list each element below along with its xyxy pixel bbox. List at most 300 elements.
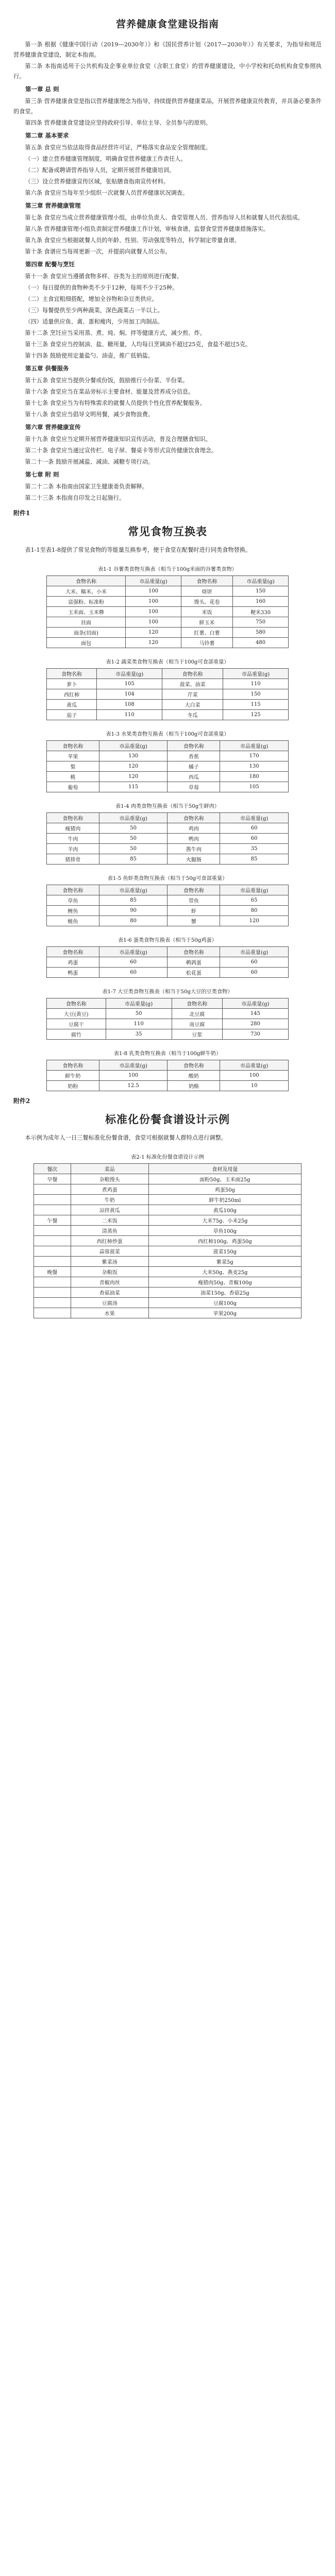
- table-cell: 104: [97, 689, 162, 700]
- table-header-row: [47, 998, 289, 1009]
- table-cell: 米饭: [181, 607, 232, 617]
- table-header-cell: 食物名称: [162, 669, 223, 679]
- table-cell: 50: [106, 1009, 172, 1019]
- table-cell: 60: [220, 823, 289, 834]
- exchange-table-wrap: [13, 565, 322, 648]
- table-cell: 120: [99, 761, 167, 772]
- table-cell: [34, 1226, 71, 1236]
- table-cell: 挂面: [47, 617, 126, 628]
- table-cell: 145: [222, 1009, 288, 1019]
- chapter-paragraph: 第二十三条 本指南自印发之日起施行。: [25, 495, 125, 501]
- table-header-cell: 食物名称: [167, 1060, 220, 1071]
- chapter-title: 第三章 营养健康管理: [25, 202, 81, 209]
- chapter-paragraph: （一）每日提供的食物种类不少于12种，每周不少于25种。: [25, 284, 178, 291]
- table-row: [47, 1081, 289, 1091]
- table-row: [47, 834, 289, 844]
- table-cell: 凉拌黄瓜: [71, 1205, 148, 1215]
- table-cell: 草鱼100g: [148, 1226, 301, 1236]
- chapter-paragraph: 第十四条 鼓励使用定量盐勺、油壶，推广低钠盐。: [25, 352, 154, 359]
- table-cell: 香菇油菜: [71, 1287, 148, 1298]
- table-cell: 100: [126, 617, 181, 628]
- table-cell: [34, 1236, 71, 1246]
- table-cell: 粳米330: [233, 607, 289, 617]
- table-row: [34, 1308, 301, 1318]
- table-cell: 腐竹: [47, 1029, 106, 1040]
- table-cell: 大米75g、小米25g: [148, 1215, 301, 1226]
- chapter-paragraph: 第二十一条 鼓励开展减盐、减油、减糖专项行动。: [25, 459, 154, 465]
- table-header-cell: 市品重量(g): [220, 1060, 289, 1071]
- table-header-cell: 食物名称: [47, 741, 99, 751]
- table-cell: 120: [126, 628, 181, 638]
- table-cell: 280: [222, 1019, 288, 1029]
- table-row: [34, 1205, 301, 1215]
- chapter-title: 第五章 供餐服务: [25, 365, 69, 372]
- table-cell: 鸡蛋: [47, 957, 99, 968]
- annex-1-label: 附件1: [13, 510, 30, 517]
- table-cell: 紫菜汤: [71, 1257, 148, 1267]
- table-cell: 115: [99, 782, 167, 792]
- table-cell: 730: [222, 1029, 288, 1040]
- table-cell: 鲢鱼: [47, 916, 99, 926]
- table-cell: 鲜玉米: [181, 617, 232, 628]
- chapter-paragraph: 第二十二条 本指南由国家卫生健康委负责解释。: [25, 483, 148, 490]
- document-title: 营养健康食堂建设指南: [115, 19, 219, 30]
- chapter-section: [13, 469, 322, 503]
- table-cell: 鸡蛋50g: [148, 1184, 301, 1195]
- table-cell: 100: [99, 1071, 167, 1081]
- table-cell: 580: [233, 628, 289, 638]
- table-cell: 油菜150g、香菇25g: [148, 1287, 301, 1298]
- table-row: [47, 772, 289, 782]
- table-row: [47, 607, 289, 617]
- chapter-paragraph: 第十九条 食堂应当定期开展营养健康知识宣传活动，普及合理膳食知识。: [25, 436, 211, 443]
- exchange-table-title: 表1-5 鱼虾类食物互换表（相当于50g可食部重量）: [107, 876, 228, 882]
- chapter-paragraph: 第四条 营养健康食堂建设应坚持政府引导、单位主导、全员参与的原则。: [25, 120, 211, 126]
- table-cell: 480: [233, 638, 289, 648]
- table-row: [47, 1029, 289, 1040]
- table-cell: 苹果200g: [148, 1308, 301, 1318]
- table-header-cell: 市品重量(g): [99, 885, 167, 895]
- table-cell: 萝卜: [47, 679, 97, 689]
- table-row: [47, 597, 289, 607]
- table-row: [47, 916, 289, 926]
- table-header-cell: 食物名称: [172, 998, 222, 1009]
- exchange-table-title: 表1-8 乳类食物互换表（相当于100g鲜牛奶）: [113, 1051, 222, 1057]
- chapter-paragraph: 第十条 食谱应当每周更新一次，并提前向就餐人员公布。: [25, 248, 171, 255]
- table-cell: 鲜牛奶250ml: [148, 1195, 301, 1205]
- table-cell: 带鱼: [167, 895, 220, 906]
- chapter-paragraph: （二）配备或聘请营养指导人员，定期开展营养健康培训。: [25, 167, 175, 174]
- table-cell: 120: [220, 916, 289, 926]
- exchange-table-title: 表1-7 大豆类食物互换表（相当于50g大豆的豆类食物）: [102, 989, 233, 995]
- table-cell: 虾: [167, 906, 220, 916]
- annex-2-table-wrap: [13, 1153, 322, 1318]
- recipe-table: [34, 1163, 301, 1318]
- table-cell: 面粉50g、玉米面25g: [148, 1174, 301, 1184]
- table-cell: 110: [223, 679, 289, 689]
- table-cell: 35: [220, 844, 289, 854]
- table-header-cell: 市品重量(g): [99, 947, 167, 957]
- table-cell: 50: [99, 834, 167, 844]
- table-cell: 松花蛋: [167, 968, 220, 978]
- chapter-paragraph: （三）每餐提供至少两种蔬菜，深色蔬菜占一半以上。: [25, 307, 163, 314]
- chapter-paragraph: 第十二条 烹饪应当采用蒸、煮、炖、焖、拌等健康方式，减少煎、炸。: [25, 330, 206, 336]
- table-cell: 150: [233, 586, 289, 597]
- table-cell: 105: [97, 679, 162, 689]
- chapter-title: 第四章 配餐与烹饪: [25, 261, 75, 268]
- table-cell: 西红柿炒蛋: [71, 1236, 148, 1246]
- chapter-paragraph: 第九条 食堂应当根据就餐人员的年龄、性别、劳动强度等特点，科学制定带量食谱。: [25, 237, 240, 244]
- table-cell: 60: [220, 957, 289, 968]
- table-cell: 菠菜、油菜: [162, 679, 223, 689]
- table-cell: 草莓: [167, 782, 220, 792]
- table-cell: 梨: [47, 761, 99, 772]
- annex-1-title: 常见食物互换表: [128, 525, 207, 538]
- table-header-cell: 市品重量(g): [97, 669, 162, 679]
- chapter-paragraph: 第二十条 食堂应当通过宣传栏、电子屏、餐桌卡等形式宣传健康饮食理念。: [25, 447, 217, 454]
- chapter-section: [13, 422, 322, 467]
- annex-1-tables: [13, 565, 322, 1091]
- table-cell: 50: [99, 823, 167, 834]
- chapter-paragraph: 第六条 食堂应当每年至少组织一次就餐人员营养健康状况调查。: [25, 190, 189, 196]
- table-row: [47, 710, 289, 720]
- table-row: [47, 628, 289, 638]
- intro-paragraph-1: 第一条 根据《健康中国行动（2019—2030年）》和《国民营养计划（2017—2030年）》有关要求，为指导和规范营养健康食堂建设，制定本指南。: [13, 41, 322, 58]
- table-row: [34, 1277, 301, 1287]
- table-cell: 猪排骨: [47, 854, 99, 865]
- table-cell: 桃: [47, 772, 99, 782]
- annex-1-intro: 表1-1至表1-8提供了常见食物的等能量互换参考，便于食堂在配餐时进行同类食物替换。: [25, 547, 252, 553]
- annex-1: [13, 509, 322, 1091]
- table-cell: 110: [97, 710, 162, 720]
- exchange-table-title: 表1-3 水果类食物互换表（相当于100g可食部重量）: [106, 732, 229, 737]
- table-cell: 水果: [71, 1308, 148, 1318]
- table-row: [34, 1226, 301, 1236]
- table-cell: [34, 1257, 71, 1267]
- table-cell: 黄瓜100g: [148, 1205, 301, 1215]
- table-cell: [34, 1205, 71, 1215]
- exchange-table: [46, 1060, 289, 1091]
- table-cell: 80: [220, 906, 289, 916]
- exchange-table-title: 表1-1 谷薯类食物互换表（相当于100g米面的谷薯类食物）: [98, 567, 237, 572]
- table-header-cell: 食材及用量: [148, 1164, 301, 1174]
- table-cell: 100: [126, 607, 181, 617]
- chapter-section: [13, 259, 322, 361]
- table-cell: 鲤鱼: [47, 906, 99, 916]
- table-header-row: [47, 885, 289, 895]
- table-header-row: [47, 813, 289, 823]
- table-cell: 60: [220, 968, 289, 978]
- table-cell: 牛奶: [71, 1195, 148, 1205]
- table-header-row: [47, 741, 289, 751]
- table-cell: 香蕉: [167, 751, 220, 761]
- exchange-table-wrap: [13, 657, 322, 720]
- table-cell: 10: [220, 1081, 289, 1091]
- table-header-cell: 食物名称: [47, 947, 99, 957]
- table-cell: 鸭肉: [167, 834, 220, 844]
- annex-2: [13, 1096, 322, 1318]
- table-cell: 鹌鹑蛋: [167, 957, 220, 968]
- table-row: [47, 968, 289, 978]
- table-cell: 面条(切面): [47, 628, 126, 638]
- chapter-paragraph: 第十七条 食堂应当为有特殊需求的就餐人员提供个性化营养配餐服务。: [25, 400, 206, 406]
- table-cell: 南豆腐: [172, 1019, 222, 1029]
- table-cell: [34, 1277, 71, 1287]
- table-header-cell: 食物名称: [47, 576, 126, 586]
- annex-2-label: 附件2: [13, 1097, 30, 1105]
- table-row: [47, 761, 289, 772]
- table-row: [34, 1298, 301, 1308]
- table-header-cell: 市品重量(g): [223, 669, 289, 679]
- exchange-table-wrap: [13, 987, 322, 1040]
- table-cell: 早餐: [34, 1174, 71, 1184]
- table-row: [47, 689, 289, 700]
- table-row: [47, 638, 289, 648]
- annex-2-intro: 本示例为成年人一日三餐标准化份餐食谱，食堂可根据就餐人群特点进行调整。: [25, 1134, 227, 1141]
- chapter-paragraph: （四）适量供应鱼、禽、蛋和瘦肉，少用加工肉制品。: [25, 318, 163, 325]
- table-cell: 葡萄: [47, 782, 99, 792]
- chapter-section: [13, 363, 322, 420]
- table-cell: 西红柿: [47, 689, 97, 700]
- table-row: [47, 586, 289, 597]
- table-cell: 50: [99, 844, 167, 854]
- table-cell: 蟹: [167, 916, 220, 926]
- exchange-table-wrap: [13, 874, 322, 926]
- annex-2-table-title: 表2-1 标准化份餐食谱设计示例: [131, 1155, 204, 1160]
- chapter-title: 第七章 附 则: [25, 471, 59, 478]
- chapter-paragraph: 第三条 营养健康食堂是指以营养健康理念为指导，持续提供营养健康菜品，开展营养健康宣传教育，并具备必要条件的食堂。: [13, 98, 322, 115]
- table-cell: 玉米面、玉米糁: [47, 607, 126, 617]
- exchange-table-wrap: [13, 936, 322, 978]
- table-cell: 108: [97, 700, 162, 710]
- table-cell: [34, 1195, 71, 1205]
- table-header-row: [47, 576, 289, 586]
- chapter-paragraph: 第十五条 食堂应当提供分餐或份饭，鼓励推行小份菜、半份菜。: [25, 377, 189, 384]
- table-cell: [34, 1246, 71, 1257]
- table-cell: 100: [220, 1071, 289, 1081]
- exchange-table: [46, 885, 289, 926]
- table-cell: 130: [99, 751, 167, 761]
- table-row: [47, 957, 289, 968]
- annex-2-title: 标准化份餐食谱设计示例: [105, 1113, 230, 1126]
- table-cell: 100: [126, 597, 181, 607]
- table-row: [47, 679, 289, 689]
- table-cell: 豆腐汤: [71, 1298, 148, 1308]
- chapter-paragraph: 第十六条 食堂应当在菜品旁标示主要食材、能量及营养成分信息。: [25, 388, 194, 395]
- table-cell: 35: [106, 1029, 172, 1040]
- table-row: [34, 1287, 301, 1298]
- table-header-cell: 市品重量(g): [222, 998, 288, 1009]
- table-cell: 85: [99, 854, 167, 865]
- table-cell: 富强粉、标准粉: [47, 597, 126, 607]
- table-cell: 鲜牛奶: [47, 1071, 99, 1081]
- exchange-table-title: 表1-4 肉类食物互换表（相当于50g生鲜肉）: [115, 804, 220, 809]
- table-cell: 65: [220, 895, 289, 906]
- table-cell: 煮鸡蛋: [71, 1184, 148, 1195]
- table-cell: 火腿肠: [167, 854, 220, 865]
- table-cell: 烙饼: [181, 586, 232, 597]
- table-cell: 芹菜: [162, 689, 223, 700]
- table-header-row: [47, 669, 289, 679]
- table-cell: 紫菜5g: [148, 1257, 301, 1267]
- table-cell: 60: [99, 968, 167, 978]
- exchange-table: [46, 668, 289, 720]
- table-header-cell: 市品重量(g): [220, 741, 289, 751]
- table-cell: 苹果: [47, 751, 99, 761]
- table-cell: 奶酪: [167, 1081, 220, 1091]
- table-cell: 杂粮饭: [71, 1267, 148, 1277]
- table-cell: 豆腐100g: [148, 1298, 301, 1308]
- table-header-cell: 市品重量(g): [233, 576, 289, 586]
- table-cell: 150: [223, 689, 289, 700]
- table-cell: 橘子: [167, 761, 220, 772]
- table-row: [47, 1009, 289, 1019]
- exchange-table: [46, 812, 289, 865]
- table-row: [34, 1246, 301, 1257]
- table-row: [34, 1184, 301, 1195]
- table-header-cell: 市品重量(g): [99, 1060, 167, 1071]
- table-cell: 大米50g、燕麦25g: [148, 1267, 301, 1277]
- intro-paragraph-2: 第二条 本指南适用于公共机构及企事业单位食堂（含职工食堂）的营养健康建设，中小学校和托幼机构食堂参照执行。: [13, 63, 322, 80]
- chapter-title: 第一章 总 则: [25, 86, 59, 93]
- exchange-table-title: 表1-2 蔬菜类食物互换表（相当于100g可食部重量）: [106, 659, 229, 665]
- table-cell: 12.5: [99, 1081, 167, 1091]
- table-cell: 酸奶: [167, 1071, 220, 1081]
- table-row: [47, 617, 289, 628]
- table-cell: 750: [233, 617, 289, 628]
- table-cell: 牛肉: [47, 834, 99, 844]
- chapter-paragraph: （二）主食宜粗细搭配，增加全谷物和杂豆类供应。: [25, 296, 158, 302]
- table-row: [47, 895, 289, 906]
- table-cell: [34, 1184, 71, 1195]
- table-header-cell: 市品重量(g): [220, 885, 289, 895]
- table-cell: 西瓜: [167, 772, 220, 782]
- table-row: [34, 1236, 301, 1246]
- table-cell: 豆腐干: [47, 1019, 106, 1029]
- table-cell: 60: [220, 834, 289, 844]
- table-cell: 瘦猪肉50g、青椒100g: [148, 1277, 301, 1287]
- table-cell: 85: [220, 854, 289, 865]
- table-header-cell: 食物名称: [181, 576, 232, 586]
- chapter-paragraph: （一）建立营养健康管理制度，明确食堂营养健康工作责任人。: [25, 156, 187, 162]
- exchange-table: [46, 998, 289, 1040]
- table-header-cell: 食物名称: [47, 669, 97, 679]
- table-header-cell: 食物名称: [167, 813, 220, 823]
- table-header-row: [47, 1060, 289, 1071]
- table-header-cell: 餐次: [34, 1164, 71, 1174]
- table-header-cell: 食物名称: [167, 741, 220, 751]
- table-cell: 105: [220, 782, 289, 792]
- chapter-section: [13, 200, 322, 257]
- table-cell: 瘦猪肉: [47, 823, 99, 834]
- table-header-row: [47, 947, 289, 957]
- table-cell: 菠菜150g: [148, 1246, 301, 1257]
- table-cell: 晚餐: [34, 1267, 71, 1277]
- table-row: [47, 823, 289, 834]
- table-row: [34, 1174, 301, 1184]
- table-cell: 茄子: [47, 710, 97, 720]
- table-row: [34, 1195, 301, 1205]
- table-cell: 黄瓜: [47, 700, 97, 710]
- table-cell: 杂粮馒头: [71, 1174, 148, 1184]
- table-cell: 鸭蛋: [47, 968, 99, 978]
- table-cell: 100: [126, 586, 181, 597]
- table-cell: [34, 1308, 71, 1318]
- chapters-container: [13, 84, 322, 503]
- table-row: [47, 782, 289, 792]
- table-header-cell: 食物名称: [167, 885, 220, 895]
- exchange-table-title: 表1-6 蛋类食物互换表（相当于50g鸡蛋）: [118, 938, 217, 943]
- table-cell: 鸡肉: [167, 823, 220, 834]
- table-cell: 马铃薯: [181, 638, 232, 648]
- table-cell: 80: [99, 916, 167, 926]
- table-header-cell: 市品重量(g): [126, 576, 181, 586]
- table-cell: 130: [220, 761, 289, 772]
- table-row: [47, 1071, 289, 1081]
- table-row: [47, 751, 289, 761]
- exchange-table: [46, 575, 289, 648]
- chapter-section: [13, 130, 322, 198]
- table-cell: 85: [99, 895, 167, 906]
- chapter-paragraph: 第十一条 食堂应当遵循食物多样、谷类为主的原则进行配餐。: [25, 273, 183, 280]
- table-row: [34, 1215, 301, 1226]
- table-cell: 清蒸鱼: [71, 1226, 148, 1236]
- table-header-cell: 食物名称: [167, 947, 220, 957]
- table-cell: 大米、糯米、小米: [47, 586, 126, 597]
- table-header-cell: 市品重量(g): [106, 998, 172, 1009]
- table-cell: 西红柿100g、鸡蛋50g: [148, 1236, 301, 1246]
- table-cell: 红薯、白薯: [181, 628, 232, 638]
- table-header-cell: 市品重量(g): [99, 741, 167, 751]
- chapter-title: 第二章 基本要求: [25, 132, 69, 139]
- table-header-cell: 食物名称: [47, 1060, 99, 1071]
- table-cell: [34, 1287, 71, 1298]
- table-cell: 青椒肉丝: [71, 1277, 148, 1287]
- table-cell: 酱牛肉: [167, 844, 220, 854]
- table-header-cell: 菜品: [71, 1164, 148, 1174]
- table-cell: 草鱼: [47, 895, 99, 906]
- table-header-cell: 食物名称: [47, 998, 106, 1009]
- table-row: [34, 1257, 301, 1267]
- table-cell: 蒜蓉菠菜: [71, 1246, 148, 1257]
- exchange-table-wrap: [13, 802, 322, 865]
- table-cell: 北豆腐: [172, 1009, 222, 1019]
- table-row: [47, 1019, 289, 1029]
- table-cell: 120: [99, 772, 167, 782]
- table-cell: 90: [99, 906, 167, 916]
- table-cell: 午餐: [34, 1215, 71, 1226]
- exchange-table: [46, 946, 289, 978]
- table-cell: 60: [99, 957, 167, 968]
- table-cell: 面包: [47, 638, 126, 648]
- chapter-title: 第六章 营养健康宣传: [25, 423, 81, 431]
- table-cell: 大豆(黄豆): [47, 1009, 106, 1019]
- table-header-cell: 食物名称: [47, 885, 99, 895]
- table-cell: 冬瓜: [162, 710, 223, 720]
- exchange-table-wrap: [13, 730, 322, 792]
- table-cell: 120: [126, 638, 181, 648]
- table-header-cell: 食物名称: [47, 813, 99, 823]
- table-row: [47, 906, 289, 916]
- table-cell: 二米饭: [71, 1215, 148, 1226]
- chapter-paragraph: 第八条 营养健康管理小组负责制定营养健康工作计划，审核食谱，监督食堂营养健康措施落实。: [25, 226, 269, 232]
- table-cell: 110: [106, 1019, 172, 1029]
- table-cell: 奶粉: [47, 1081, 99, 1091]
- chapter-section: [13, 84, 322, 128]
- table-cell: 大白菜: [162, 700, 223, 710]
- table-cell: 170: [220, 751, 289, 761]
- table-row: [47, 844, 289, 854]
